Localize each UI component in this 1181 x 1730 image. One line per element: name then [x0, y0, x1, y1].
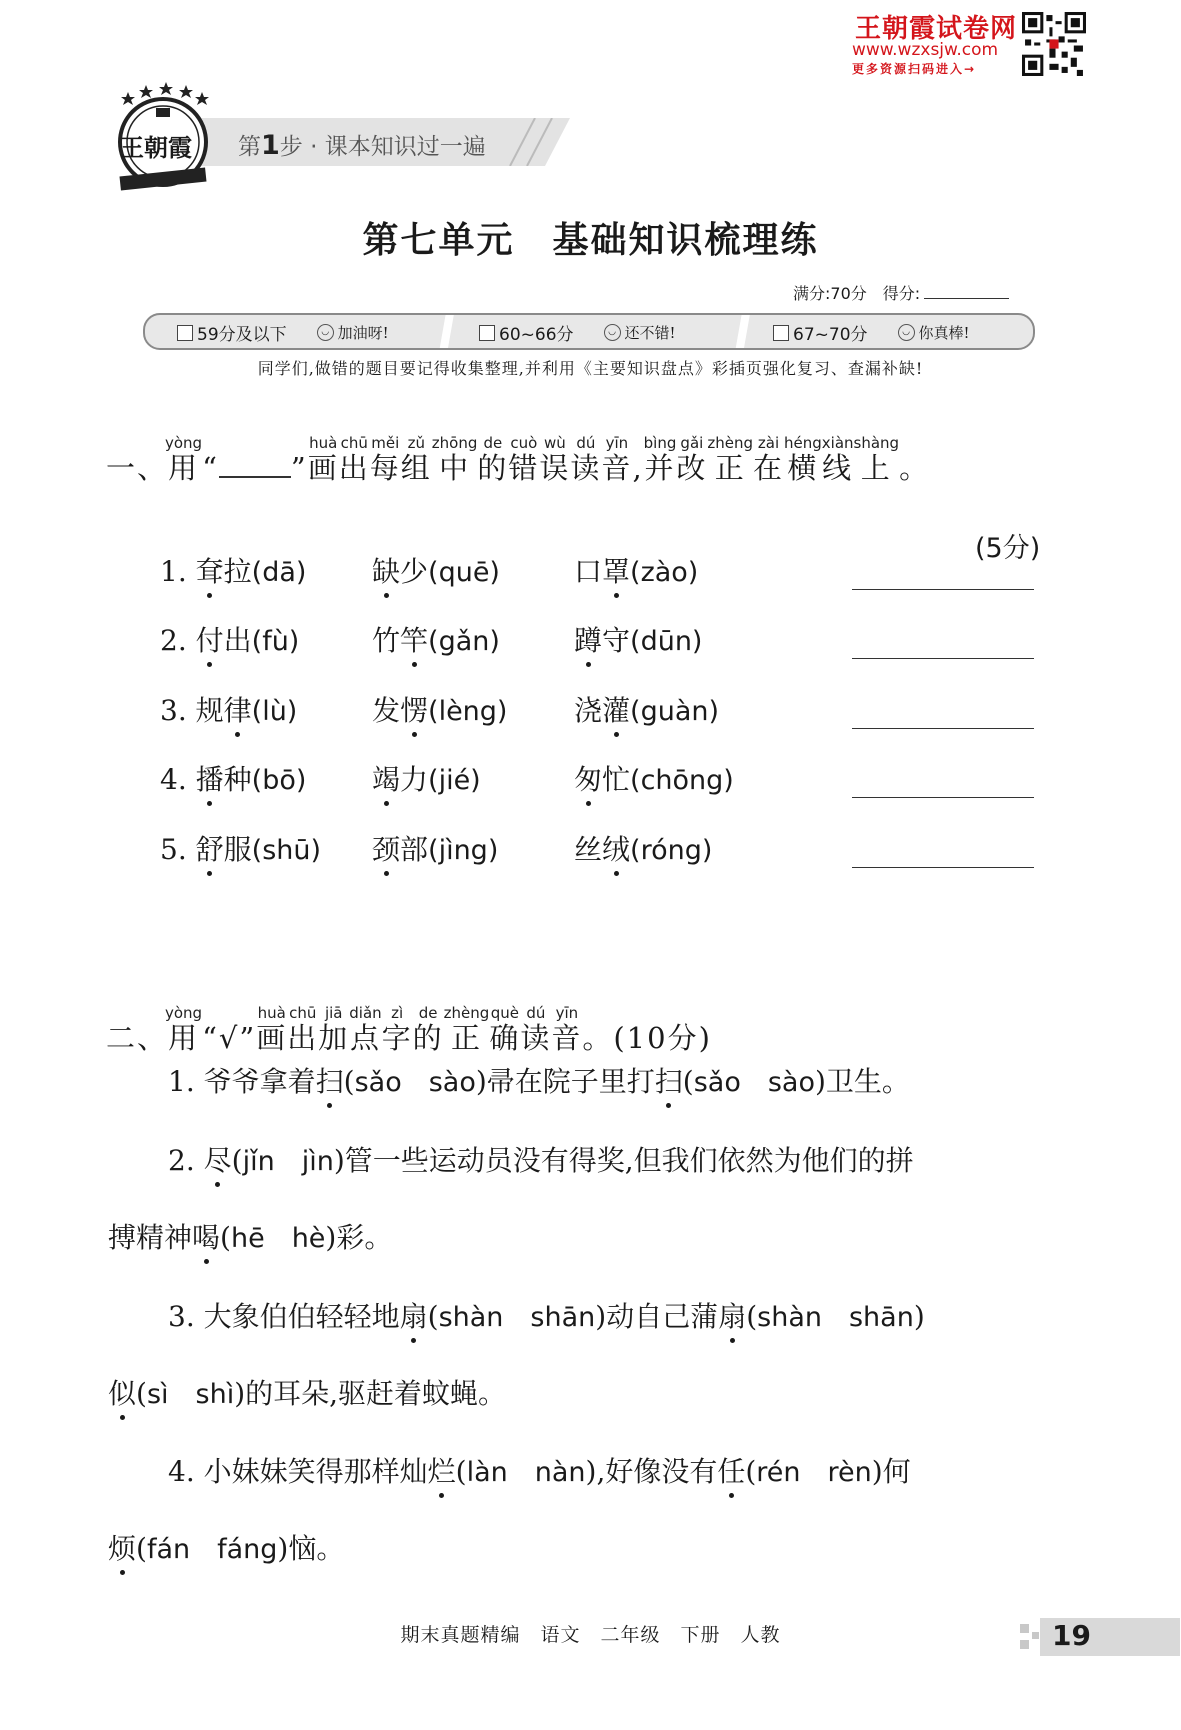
heading-char: 读dú [570, 434, 602, 485]
heading-char: 。(10分) [582, 1021, 712, 1055]
page-deco [1020, 1624, 1029, 1633]
pinyin: (róng) [630, 835, 713, 866]
heading-char: 字zì [381, 1004, 413, 1055]
pinyin-choice[interactable]: hē hè [230, 1223, 326, 1254]
q1-item: 发愣(lèng) [372, 694, 508, 727]
q1-item: 蹲守(dūn) [574, 624, 703, 657]
q1-item: 丝绒(róng) [574, 833, 713, 866]
heading-char: 点diǎn [349, 1004, 382, 1055]
heading-char: 误wù [539, 434, 571, 485]
q1-item: 2. 付出(fù) [160, 624, 300, 657]
pinyin: (fù) [251, 626, 300, 657]
face-icon: ◡ [898, 324, 915, 341]
dotted-char: 喝 [192, 1221, 221, 1254]
q1-item: 缺少(quē) [372, 555, 500, 588]
pinyin-choice[interactable]: shàn shān [757, 1302, 914, 1333]
q2-line: 2. 尽(jǐn jìn)管一些运动员没有得奖,但我们依然为他们的拼 [168, 1144, 914, 1177]
page-deco [1020, 1640, 1029, 1649]
heading-char: 用yòng [164, 434, 203, 485]
dotted-char: 任 [717, 1455, 746, 1488]
answer-line[interactable] [852, 867, 1034, 868]
pinyin: (dūn) [630, 626, 703, 657]
heading-char: 确què [489, 1004, 521, 1055]
q2-line: 4. 小妹妹笑得那样灿烂(làn nàn),好像没有任(rén rèn)何 [168, 1455, 911, 1488]
grade-item: 59分及以下 ◡ 加油呀! [177, 320, 389, 345]
pinyin-choice[interactable]: shàn shān [438, 1302, 596, 1333]
heading-char: 加jiā [318, 1004, 350, 1055]
q1-item: 5. 舒服(shū) [160, 833, 322, 866]
grade-bar [143, 313, 1035, 350]
pinyin-choice[interactable]: sì shì [146, 1379, 235, 1410]
q1-item: 4. 播种(bō) [160, 763, 307, 796]
heading-char: 读dú [520, 1004, 552, 1055]
instruction-note: 同学们,做错的题目要记得收集整理,并利用《主要知识盘点》彩插页强化复习、查漏补缺! [257, 359, 924, 378]
q2-line: 1. 爷爷拿着扫(sǎo sào)帚在院子里打扫(sǎo sào)卫生。 [168, 1065, 910, 1098]
heading-char: “√” [202, 1021, 257, 1055]
heading-char: 出chū [287, 1004, 319, 1055]
heading-char: 音yīn [551, 1004, 583, 1055]
heading-char: 改gǎi [676, 434, 708, 485]
q1-points: (5分) [975, 533, 1041, 564]
q1-item: 1. 耷拉(dā) [160, 555, 307, 588]
checkbox-icon[interactable] [479, 325, 495, 341]
heading-char: 上shàng [853, 434, 900, 485]
q1-item: 浇灌(guàn) [574, 694, 720, 727]
face-icon: ◡ [317, 324, 334, 341]
pinyin: (dā) [251, 557, 307, 588]
heading-char: 正zhèng [707, 434, 754, 485]
qr-code-icon[interactable] [1022, 12, 1086, 76]
pinyin-choice[interactable]: fán fáng [146, 1534, 278, 1565]
q1-item: 口罩(zào) [574, 555, 699, 588]
heading-char: 。 [899, 451, 931, 485]
pinyin: (jìng) [428, 835, 499, 866]
pinyin-choice[interactable]: làn nàn [466, 1457, 586, 1488]
q1-item: 颈部(jìng) [372, 833, 499, 866]
footer-info: 期末真题精编 语文 二年级 下册 人教 [400, 1624, 781, 1646]
grade-item: 67~70分 ◡ 你真棒! [773, 320, 970, 345]
score-blank[interactable] [924, 298, 1009, 299]
heading-char: 组zǔ [400, 434, 432, 485]
heading-char: 线xiàn [821, 434, 854, 485]
heading-char: “ [202, 451, 219, 485]
pinyin-choice[interactable]: sǎo sào [354, 1067, 476, 1098]
checkbox-icon[interactable] [177, 325, 193, 341]
dotted-char: 扫 [654, 1065, 683, 1098]
page-deco [1032, 1632, 1039, 1639]
dotted-char: 尽 [203, 1144, 232, 1177]
score-line: 满分:70分 得分: [793, 281, 1009, 304]
dotted-char: 烦 [108, 1532, 137, 1565]
q2-line: 烦(fán fáng)恼。 [108, 1532, 345, 1565]
page-number: 19 [1052, 1619, 1091, 1652]
heading-char: , [632, 451, 644, 485]
answer-line[interactable] [852, 658, 1034, 659]
grade-separator [427, 315, 467, 348]
dotted-char: 似 [108, 1377, 137, 1410]
answer-line[interactable] [852, 728, 1034, 729]
q1-heading: 一、用yòng“ ”画huà出chū每měi组zǔ中zhōng的de错cuò误wù读dú音yīn,并bìng改gǎi正zhèng在zài横héng线xiàn上shàng。 [106, 434, 931, 485]
heading-char: 并bìng [643, 434, 677, 485]
q2-line: 似(sì shì)的耳朵,驱赶着蚊蝇。 [108, 1377, 507, 1410]
heading-char: 出chū [338, 434, 370, 485]
pinyin: (lèng) [428, 696, 508, 727]
q1-item: 匆忙(chōng) [574, 763, 734, 796]
answer-line[interactable] [852, 589, 1034, 590]
pinyin: (chōng) [630, 765, 734, 796]
pinyin: (bō) [251, 765, 307, 796]
pinyin: (gǎn) [428, 626, 500, 657]
heading-char: 在zài [753, 434, 785, 485]
q1-item: 竭力(jié) [372, 763, 481, 796]
q2-heading: 二、用yòng“√”画huà出chū加jiā点diǎn字zì的de正zhèng确què读dú音yīn。(10分) [106, 1004, 712, 1055]
brand-tip: 更多资源扫码进入→ [852, 62, 977, 76]
pinyin-choice[interactable]: jǐn jìn [242, 1146, 334, 1177]
grade-item: 60~66分 ◡ 还不错! [479, 320, 676, 345]
dotted-char: 扇 [718, 1300, 747, 1333]
heading-char: 用yòng [164, 1004, 203, 1055]
pinyin: (jié) [428, 765, 481, 796]
heading-char: 每měi [369, 434, 401, 485]
pinyin: (guàn) [630, 696, 720, 727]
pinyin: (lù) [251, 696, 298, 727]
step-label: 第1步 · 课本知识过一遍 [238, 130, 486, 161]
q2-line: 3. 大象伯伯轻轻地扇(shàn shān)动自己蒲扇(shàn shān) [168, 1300, 925, 1333]
pinyin-choice[interactable]: rén rèn [756, 1457, 872, 1488]
heading-char: 错cuò [508, 434, 540, 485]
q2-line: 搏精神喝(hē hè)彩。 [108, 1221, 393, 1254]
heading-char: 画huà [307, 434, 339, 485]
heading-char: ” [290, 451, 308, 485]
brand-url[interactable]: www.wzxsjw.com [852, 40, 999, 60]
heading-char: 画huà [256, 1004, 288, 1055]
heading-char: 的de [412, 1004, 444, 1055]
checkbox-icon[interactable] [773, 325, 789, 341]
pinyin: (shū) [251, 835, 322, 866]
face-icon: ◡ [604, 324, 621, 341]
pinyin: (zào) [630, 557, 699, 588]
heading-char: 中zhōng [431, 434, 478, 485]
page-title: 第七单元 基础知识梳理练 [362, 220, 819, 261]
q1-item: 竹竿(gǎn) [372, 624, 500, 657]
heading-char: 正zhèng [443, 1004, 490, 1055]
heading-char: 的de [477, 434, 509, 485]
heading-char: 音yīn [601, 434, 633, 485]
pinyin: (quē) [428, 557, 500, 588]
dotted-char: 扫 [315, 1065, 344, 1098]
grade-separator [723, 315, 763, 348]
pinyin-choice[interactable]: sǎo sào [693, 1067, 815, 1098]
badge-name: 王朝霞 [120, 133, 192, 162]
answer-line[interactable] [852, 797, 1034, 798]
brand-title: 王朝霞试卷网 [855, 14, 1018, 44]
heading-char: 横héng [784, 434, 822, 485]
dotted-char: 烂 [427, 1455, 456, 1488]
q1-item: 3. 规律(lù) [160, 694, 298, 727]
dotted-char: 扇 [399, 1300, 428, 1333]
underline-blank [219, 454, 291, 478]
